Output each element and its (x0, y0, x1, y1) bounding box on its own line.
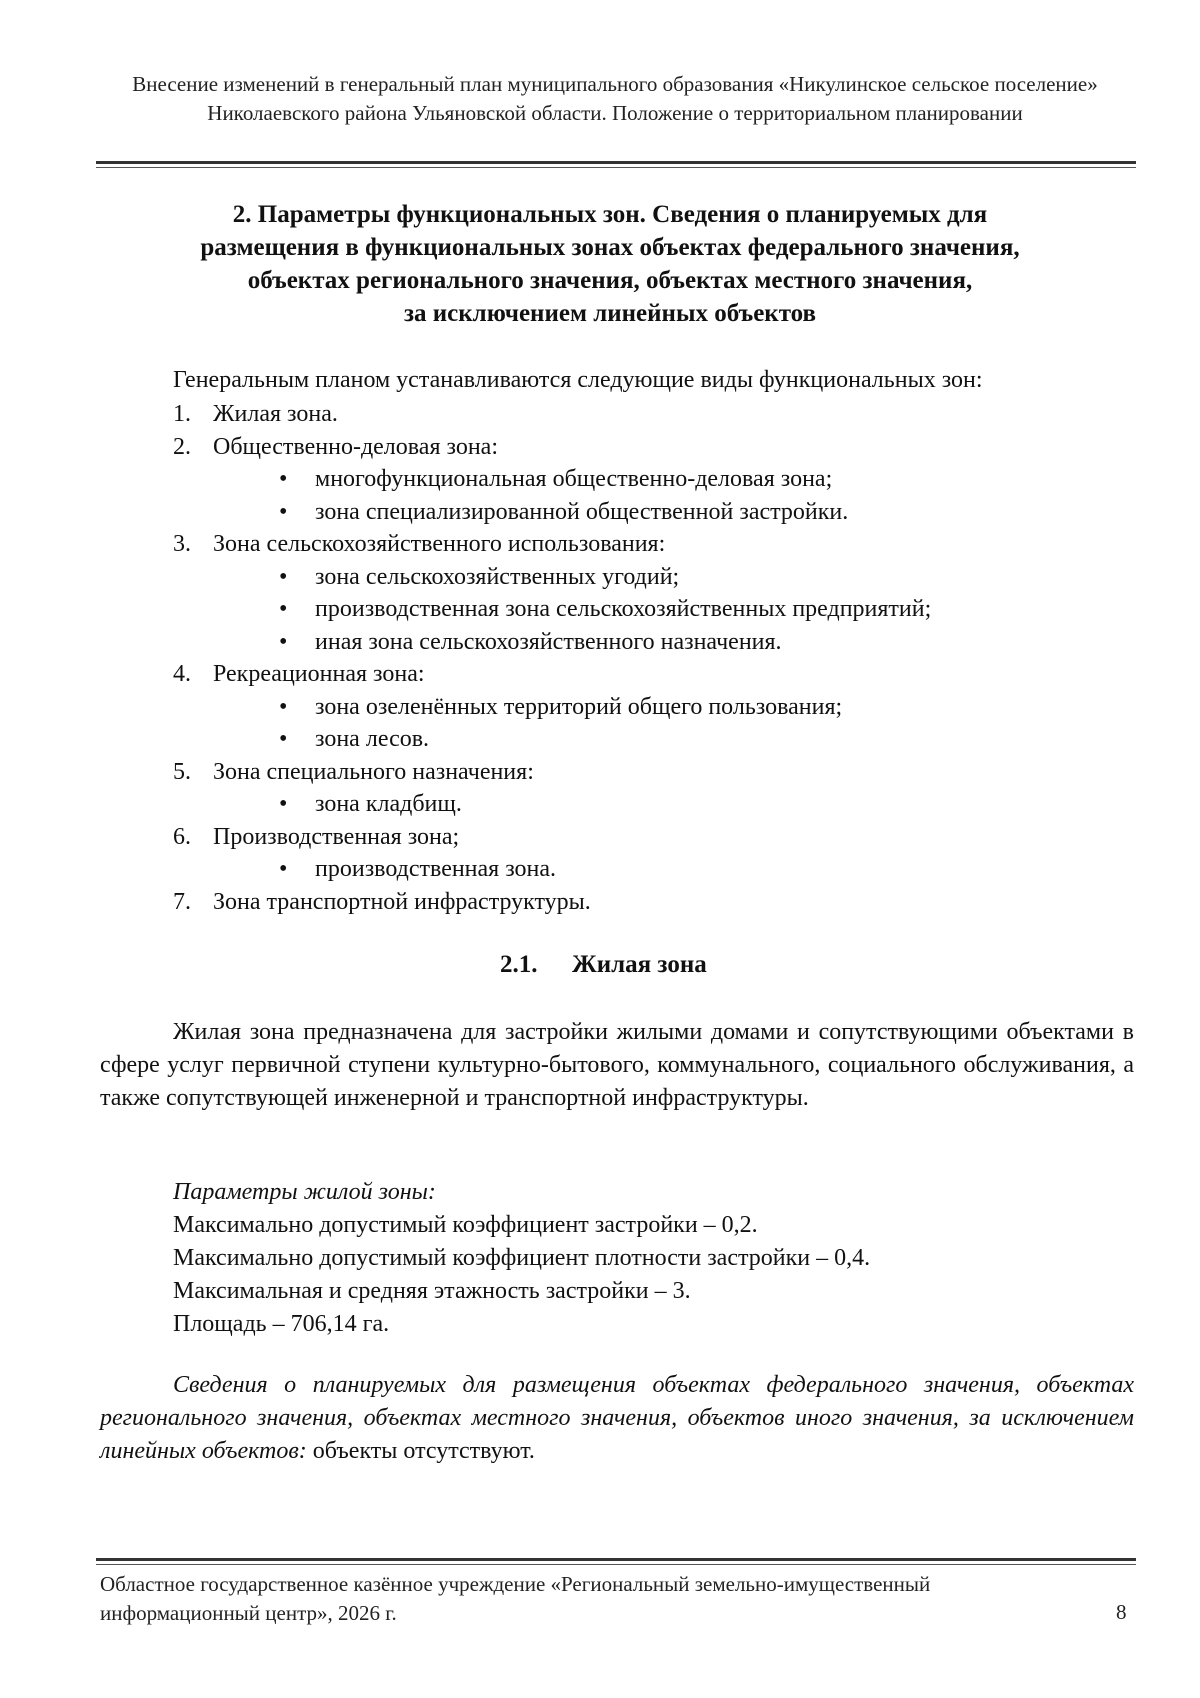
bullet-icon: • (279, 693, 288, 720)
footer-rule-thin (96, 1564, 1136, 1565)
zone-item (173, 886, 1133, 919)
bullet-icon: • (279, 498, 288, 525)
zones-list (173, 398, 1133, 918)
bullet-icon: • (279, 466, 288, 492)
zone-item (173, 528, 1133, 658)
planned-objects-value: объекты отсутствуют. (306, 1438, 535, 1464)
subzone-list (173, 691, 1133, 756)
zone-number: 4. (173, 661, 191, 687)
subzone-label: зона озеленённых территорий общего пользования; (315, 693, 843, 720)
bullet-icon: • (279, 791, 288, 817)
parameter-line: Площадь – 706,14 га. (173, 1311, 390, 1337)
zone-item (173, 431, 1133, 529)
header-rule-thin (96, 167, 1136, 168)
subzone-item (173, 463, 1133, 496)
subzone-label: производственная зона сельскохозяйственных предприятий; (315, 596, 932, 622)
zone-number: 2. (173, 433, 191, 460)
zone-label: Общественно-деловая зона: (213, 433, 498, 460)
subzone-item (173, 496, 1133, 529)
subzone-label: производственная зона. (315, 856, 557, 882)
running-header: Внесение изменений в генеральный план муниципального образования «Никулинское сельское поселение» Николаевского района Ульяновской области. Положение о территориальном планировании (132, 72, 1098, 125)
subzone-label: иная зона сельскохозяйственного назначения. (315, 628, 782, 655)
parameter-line: Максимально допустимый коэффициент плотности застройки – 0,4. (173, 1245, 871, 1271)
zone-label: Жилая зона. (213, 401, 338, 427)
subzone-list (173, 463, 1133, 528)
subzone-item (173, 593, 1133, 626)
planned-objects-label: Сведения о планируемых для размещения объектах федерального значения, объектах регионального значения, объектах местного значения, объектов иного значения, за исключением линейных объектов: (100, 1372, 1134, 1464)
zone-item (173, 658, 1133, 756)
zone-number: 3. (173, 531, 191, 557)
bullet-icon: • (279, 596, 288, 622)
zone-item (173, 821, 1133, 886)
zone-label: Зона специального назначения: (213, 758, 534, 785)
planned-objects-info (100, 1369, 1134, 1468)
subzone-item (173, 691, 1133, 724)
zone-number: 6. (173, 823, 191, 850)
parameters-heading: Параметры жилой зоны: (173, 1179, 436, 1205)
footer-rule-thick (96, 1558, 1136, 1561)
zone-item (173, 756, 1133, 821)
bullet-icon: • (279, 856, 288, 882)
subzone-list (173, 561, 1133, 659)
zone-item (173, 398, 1133, 431)
subzone-item (173, 853, 1133, 886)
parameter-line: Максимальная и средняя этажность застройки – 3. (173, 1278, 691, 1304)
subsection-title (500, 948, 707, 981)
subsection-number: 2.1. (500, 951, 538, 978)
zone-parameters (173, 1176, 1133, 1341)
subzone-item (173, 723, 1133, 756)
subzone-item (173, 561, 1133, 594)
subzone-item (173, 788, 1133, 821)
subzone-list (173, 788, 1133, 821)
page-number: 8 (1116, 1600, 1127, 1624)
section-title-line: за исключением линейных объектов (403, 300, 817, 327)
parameter-line: Максимально допустимый коэффициент застройки – 0,2. (173, 1212, 758, 1238)
running-footer: Областное государственное казённое учреждение «Региональный земельно-имущественный информационный центр», 2026 г. (100, 1572, 931, 1625)
residential-zone-paragraph: Жилая зона предназначена для застройки жилыми домами и сопутствующими объектами в сфере услуг первичной ступени культурно-бытового, коммунального, социального обслуживания, а также сопутствующей инженерной и транспортной инфраструктуры. (100, 1019, 1134, 1111)
subzone-item (173, 626, 1133, 659)
bullet-icon: • (279, 628, 288, 655)
zone-number: 5. (173, 758, 191, 785)
header-rule-thick (96, 161, 1136, 164)
zone-number: 1. (173, 401, 191, 427)
zones-intro: Генеральным планом устанавливаются следующие виды функциональных зон: (173, 367, 983, 393)
bullet-icon: • (279, 726, 288, 752)
section-title-line: объектах регионального значения, объектах местного значения, (247, 267, 973, 294)
subsection-title-text: Жилая зона (572, 951, 707, 978)
zone-label: Производственная зона; (213, 823, 460, 850)
zone-number: 7. (173, 888, 191, 915)
subzone-label: многофункциональная общественно-деловая зона; (315, 466, 833, 492)
section-title (110, 198, 1110, 330)
subzone-list (173, 853, 1133, 886)
subzone-label: зона кладбищ. (315, 791, 462, 817)
section-title-line: размещения в функциональных зонах объектах федерального значения, (200, 234, 1020, 261)
section-title-line: 2. Параметры функциональных зон. Сведения о планируемых для (232, 201, 988, 228)
zone-label: Зона сельскохозяйственного использования: (213, 531, 666, 557)
bullet-icon: • (279, 563, 288, 590)
subzone-label: зона сельскохозяйственных угодий; (315, 563, 680, 590)
zone-label: Зона транспортной инфраструктуры. (213, 888, 591, 915)
subzone-label: зона лесов. (315, 726, 430, 752)
zone-label: Рекреационная зона: (213, 661, 425, 687)
subzone-label: зона специализированной общественной застройки. (315, 498, 849, 525)
